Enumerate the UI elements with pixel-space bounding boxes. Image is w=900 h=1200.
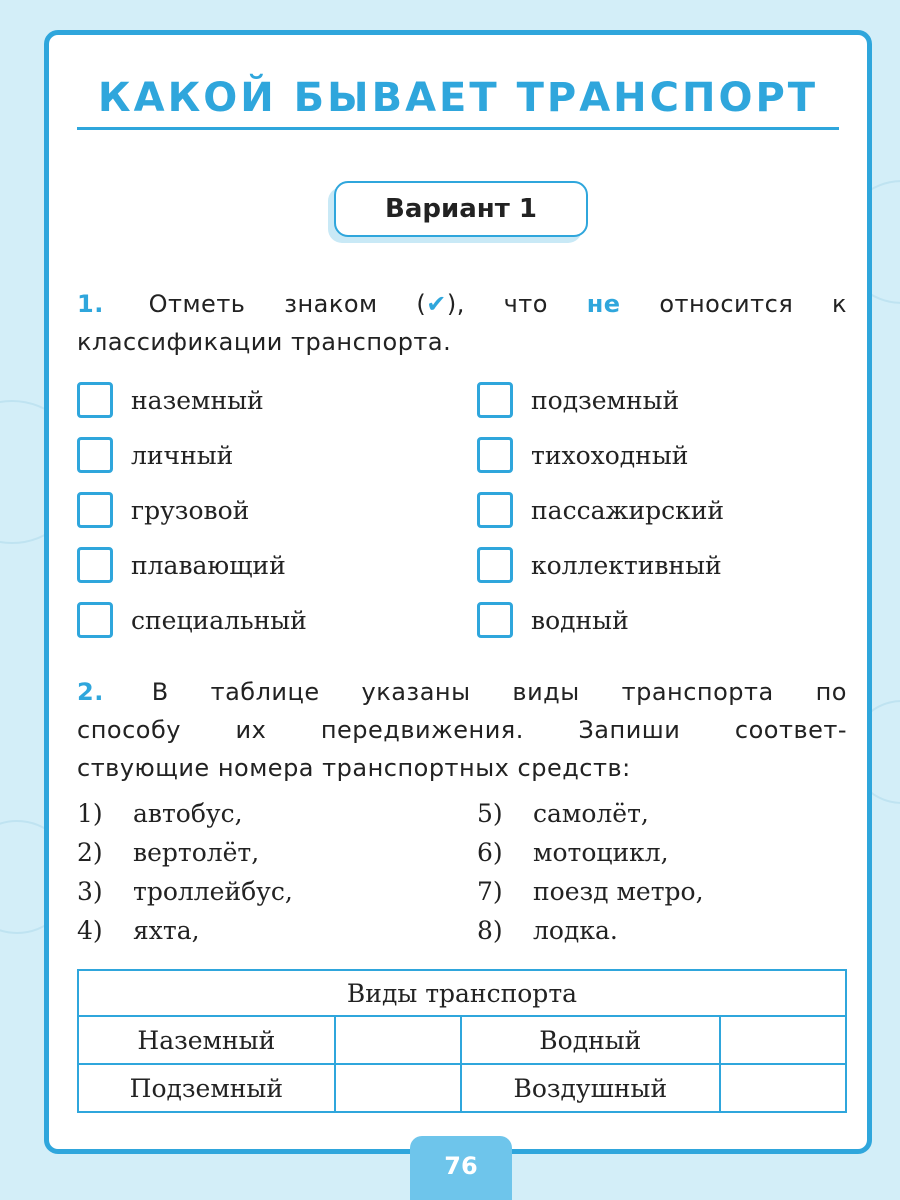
task-2-line-2: способу их передвижения. Запиши соответ-: [77, 716, 847, 744]
table-header: Виды транспорта: [78, 970, 846, 1016]
option-label: плавающий: [131, 550, 286, 580]
answer-cell-ground[interactable]: [335, 1016, 461, 1064]
option-label: коллективный: [531, 550, 722, 580]
list-item: [477, 877, 704, 906]
option-right-3[interactable]: [477, 490, 724, 530]
checkbox[interactable]: [477, 602, 513, 638]
table-label-air: Воздушный: [461, 1064, 720, 1112]
task-2-number: 2.: [77, 678, 104, 706]
option-label: водный: [531, 605, 629, 635]
task-2: [77, 673, 847, 787]
item-number: 7): [477, 877, 503, 906]
task-1-text-after: относится к: [659, 290, 847, 318]
task-1-line-1: [77, 285, 847, 323]
task-2-text-1: В таблице указаны виды транспорта по: [151, 678, 847, 706]
check-icon: ✔: [426, 290, 447, 318]
task-1-number: 1.: [77, 290, 104, 318]
item-number: 1): [77, 799, 103, 828]
task-1-text-before: Отметь знаком (: [148, 290, 427, 318]
item-name: мотоцикл,: [533, 838, 669, 867]
item-name: лодка.: [533, 916, 618, 945]
item-number: 5): [477, 799, 503, 828]
item-number: 6): [477, 838, 503, 867]
answer-cell-underground[interactable]: [335, 1064, 461, 1112]
checkbox[interactable]: [77, 437, 113, 473]
checkbox[interactable]: [477, 382, 513, 418]
option-right-5[interactable]: [477, 600, 629, 640]
item-number: 3): [77, 877, 103, 906]
task-1-negation: не: [586, 290, 621, 318]
item-number: 2): [77, 838, 103, 867]
page-number: 76: [410, 1136, 512, 1200]
list-item: [77, 916, 200, 945]
item-name: поезд метро,: [533, 877, 704, 906]
transport-types-table: [77, 969, 847, 1113]
task-1: [77, 285, 847, 361]
task-2-line-3: ствующие номера транспортных средств:: [77, 754, 631, 782]
option-label: тихоходный: [531, 440, 689, 470]
checkbox[interactable]: [77, 492, 113, 528]
option-left-3[interactable]: [77, 490, 249, 530]
checkbox[interactable]: [77, 602, 113, 638]
checkbox[interactable]: [477, 437, 513, 473]
option-label: пассажирский: [531, 495, 725, 525]
option-label: грузовой: [131, 495, 250, 525]
option-right-1[interactable]: [477, 380, 679, 420]
list-item: [77, 799, 243, 828]
table-label-ground: Наземный: [78, 1016, 335, 1064]
option-label: подземный: [531, 385, 680, 415]
item-name: троллейбус,: [133, 877, 293, 906]
item-name: вертолёт,: [133, 838, 260, 867]
worksheet-panel: [44, 30, 872, 1154]
option-right-4[interactable]: [477, 545, 722, 585]
task-1-text-middle: ), что: [446, 290, 548, 318]
answer-cell-air[interactable]: [720, 1064, 846, 1112]
checkbox[interactable]: [477, 547, 513, 583]
list-item: [77, 838, 259, 867]
option-left-5[interactable]: [77, 600, 307, 640]
item-number: 8): [477, 916, 503, 945]
item-number: 4): [77, 916, 103, 945]
list-item: [77, 877, 293, 906]
task-1-line-2: классификации транспорта.: [77, 328, 452, 356]
list-item: [477, 838, 669, 867]
item-name: яхта,: [133, 916, 200, 945]
task-2-line-1: [77, 673, 847, 711]
option-label: личный: [131, 440, 234, 470]
item-name: самолёт,: [533, 799, 649, 828]
item-name: автобус,: [133, 799, 243, 828]
option-left-1[interactable]: [77, 380, 264, 420]
checkbox[interactable]: [77, 382, 113, 418]
list-item: [477, 916, 618, 945]
checkbox[interactable]: [77, 547, 113, 583]
page-title: КАКОЙ БЫВАЕТ ТРАНСПОРТ: [97, 75, 819, 121]
table-label-underground: Подземный: [78, 1064, 335, 1112]
list-item: [477, 799, 649, 828]
answer-cell-water[interactable]: [720, 1016, 846, 1064]
title-underline: [77, 127, 839, 130]
option-label: наземный: [131, 385, 264, 415]
option-label: специальный: [131, 605, 307, 635]
option-right-2[interactable]: [477, 435, 688, 475]
option-left-2[interactable]: [77, 435, 233, 475]
variant-badge: Вариант 1: [334, 181, 588, 237]
table-label-water: Водный: [461, 1016, 720, 1064]
checkbox[interactable]: [477, 492, 513, 528]
option-left-4[interactable]: [77, 545, 286, 585]
